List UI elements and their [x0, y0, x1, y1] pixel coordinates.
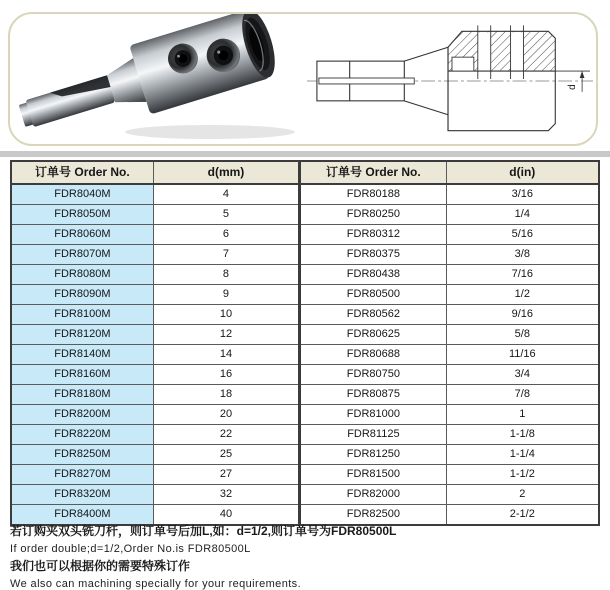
cell-order-no-mm: FDR8270M — [11, 465, 153, 485]
cell-d-in: 11/16 — [446, 345, 599, 365]
header-row — [11, 161, 599, 184]
screw-hole-2-clear — [511, 32, 524, 79]
cell-order-no-in: FDR80875 — [300, 385, 446, 405]
cell-order-no-in: FDR81500 — [300, 465, 446, 485]
cell-d-in: 5/8 — [446, 325, 599, 345]
col-header-d-mm: d(mm) — [153, 161, 299, 184]
cell-d-in: 1 — [446, 405, 599, 425]
cell-d-in: 1-1/4 — [446, 445, 599, 465]
footer-notes — [10, 524, 602, 590]
cell-d-mm: 25 — [153, 445, 299, 465]
order-table-body — [11, 184, 599, 525]
cell-order-no-mm: FDR8060M — [11, 225, 153, 245]
note-custom-zh: 我们也可以根据你的需要特殊订作 — [10, 559, 191, 573]
cell-d-mm: 14 — [153, 345, 299, 365]
cell-order-no-mm: FDR8040M — [11, 184, 153, 205]
cell-d-in: 3/4 — [446, 365, 599, 385]
cell-d-mm: 18 — [153, 385, 299, 405]
cell-order-no-in: FDR80250 — [300, 205, 446, 225]
cell-d-mm: 5 — [153, 205, 299, 225]
cell-d-mm: 22 — [153, 425, 299, 445]
cell-d-in: 1-1/8 — [446, 425, 599, 445]
note-custom-en: We also can machining specially for your requirements. — [10, 578, 302, 590]
cell-d-mm: 8 — [153, 265, 299, 285]
cell-d-in: 7/16 — [446, 265, 599, 285]
cell-order-no-in: FDR80750 — [300, 365, 446, 385]
cell-order-no-in: FDR80438 — [300, 265, 446, 285]
cell-order-no-in: FDR81125 — [300, 425, 446, 445]
cell-d-in: 2-1/2 — [446, 505, 599, 526]
table-row — [11, 365, 599, 385]
technical-drawing-svg — [303, 14, 596, 144]
cell-d-mm: 20 — [153, 405, 299, 425]
cell-order-no-in: FDR80312 — [300, 225, 446, 245]
cell-order-no-in: FDR80625 — [300, 325, 446, 345]
technical-drawing — [303, 14, 596, 144]
cell-d-mm: 16 — [153, 365, 299, 385]
table-row — [11, 205, 599, 225]
cell-order-no-mm: FDR8080M — [11, 265, 153, 285]
cell-order-no-in: FDR82000 — [300, 485, 446, 505]
cell-d-mm: 7 — [153, 245, 299, 265]
cell-d-mm: 12 — [153, 325, 299, 345]
table-row — [11, 465, 599, 485]
table-row — [11, 225, 599, 245]
order-table — [10, 160, 600, 526]
cell-d-in: 3/16 — [446, 184, 599, 205]
cell-order-no-in: FDR80375 — [300, 245, 446, 265]
tool-photo-group — [11, 14, 281, 144]
note-order-suffix-zh: 若订购夹双头铣刀杆，则订单号后加L,如：d=1/2,则订单号为FDR80500L — [10, 524, 397, 538]
drawbar-slot — [319, 78, 414, 84]
end-mill-holder-photo-svg — [10, 14, 303, 144]
cell-order-no-mm: FDR8100M — [11, 305, 153, 325]
counterbore-step — [452, 57, 474, 71]
col-header-order-no-metric: 订单号 Order No. — [11, 161, 153, 184]
table-row — [11, 325, 599, 345]
cell-d-in: 5/16 — [446, 225, 599, 245]
cell-order-no-mm: FDR8400M — [11, 505, 153, 526]
cell-d-mm: 10 — [153, 305, 299, 325]
cell-d-mm: 32 — [153, 485, 299, 505]
col-header-order-no-inch: 订单号 Order No. — [300, 161, 446, 184]
cell-order-no-mm: FDR8250M — [11, 445, 153, 465]
cell-d-in: 1/2 — [446, 285, 599, 305]
order-table-head — [11, 161, 599, 184]
cell-order-no-mm: FDR8070M — [11, 245, 153, 265]
table-row — [11, 285, 599, 305]
taper-top — [404, 47, 448, 61]
table-row — [11, 505, 599, 526]
table-row — [11, 485, 599, 505]
cell-order-no-in: FDR80688 — [300, 345, 446, 365]
cell-order-no-mm: FDR8120M — [11, 325, 153, 345]
cell-order-no-in: FDR81250 — [300, 445, 446, 465]
cell-order-no-in: FDR81000 — [300, 405, 446, 425]
cell-order-no-in: FDR80500 — [300, 285, 446, 305]
table-row — [11, 445, 599, 465]
taper-bottom — [404, 101, 448, 115]
cell-d-in: 1-1/2 — [446, 465, 599, 485]
cell-order-no-in: FDR80562 — [300, 305, 446, 325]
table-row — [11, 405, 599, 425]
dimension-label-d: d — [567, 84, 579, 90]
note-order-suffix-en: If order double;d=1/2,Order No.is FDR80500L — [10, 543, 251, 555]
product-photo — [10, 14, 303, 144]
table-row — [11, 305, 599, 325]
cell-order-no-mm: FDR8090M — [11, 285, 153, 305]
cell-order-no-mm: FDR8320M — [11, 485, 153, 505]
cell-d-in: 2 — [446, 485, 599, 505]
cell-order-no-in: FDR82500 — [300, 505, 446, 526]
cell-d-mm: 27 — [153, 465, 299, 485]
product-panel — [8, 12, 598, 146]
cell-order-no-mm: FDR8200M — [11, 405, 153, 425]
cell-d-mm: 9 — [153, 285, 299, 305]
cell-d-mm: 6 — [153, 225, 299, 245]
col-header-d-in: d(in) — [446, 161, 599, 184]
drawing-lines — [307, 25, 593, 130]
cell-order-no-mm: FDR8160M — [11, 365, 153, 385]
table-row — [11, 184, 599, 205]
cell-d-mm: 4 — [153, 184, 299, 205]
divider-rule — [0, 151, 610, 157]
table-row — [11, 385, 599, 405]
cell-d-in: 1/4 — [446, 205, 599, 225]
table-row — [11, 265, 599, 285]
cell-d-mm: 40 — [153, 505, 299, 526]
table-row — [11, 425, 599, 445]
dimension-arrow — [580, 71, 585, 78]
cell-order-no-mm: FDR8180M — [11, 385, 153, 405]
cell-order-no-mm: FDR8050M — [11, 205, 153, 225]
cell-d-in: 7/8 — [446, 385, 599, 405]
photo-shadow — [125, 125, 295, 139]
table-row — [11, 345, 599, 365]
cell-order-no-in: FDR80188 — [300, 184, 446, 205]
cell-order-no-mm: FDR8140M — [11, 345, 153, 365]
cell-d-in: 9/16 — [446, 305, 599, 325]
cell-d-in: 3/8 — [446, 245, 599, 265]
screw-hole-1-clear — [478, 32, 491, 79]
table-row — [11, 245, 599, 265]
cell-order-no-mm: FDR8220M — [11, 425, 153, 445]
